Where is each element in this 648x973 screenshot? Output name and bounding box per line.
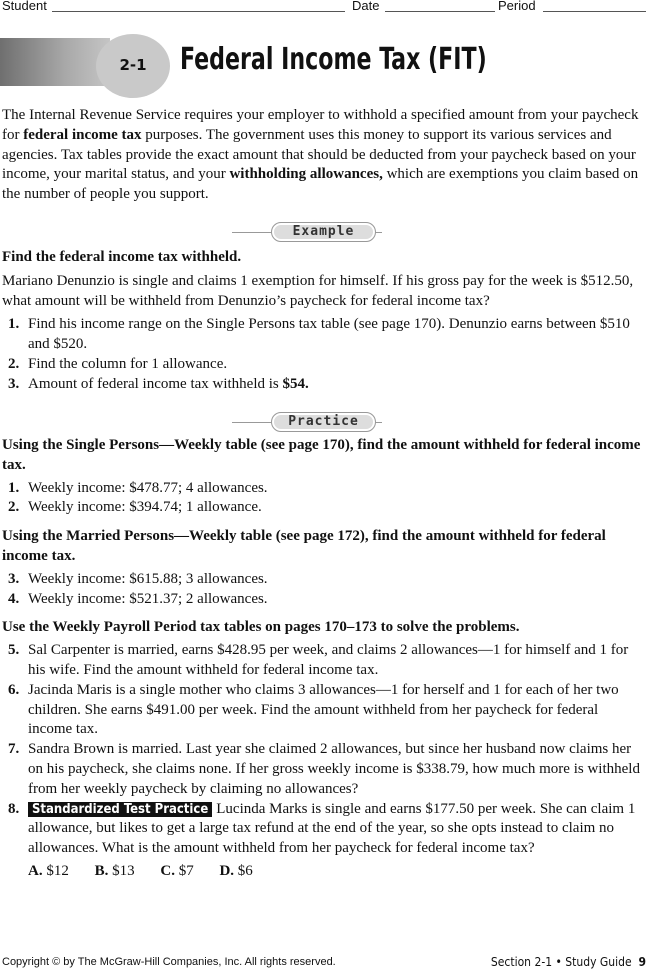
choice-c xyxy=(160,863,193,879)
choice-letter: D. xyxy=(219,862,235,879)
step-number: 2. xyxy=(8,355,20,372)
example-label: Example xyxy=(271,222,376,242)
choice-letter: B. xyxy=(94,862,109,879)
step-text: Find the column for 1 allowance. xyxy=(28,355,228,372)
example-step xyxy=(2,375,646,395)
item-text: Jacinda Maris is a single mother who claims 3 allowances—1 for herself and 1 for each of her two children. She earns $491.00 per week. Find the amount withheld from her paycheck for federal income tax. xyxy=(28,681,619,738)
item-number: 2. xyxy=(8,499,20,516)
practice-item xyxy=(2,498,646,518)
practice-item xyxy=(2,641,646,681)
example-problem: Mariano Denunzio is single and claims 1 exemption for himself. If his gross pay for the week is $512.50, what amount will be withheld from Denunzio’s paycheck for federal income tax? xyxy=(2,272,634,309)
intro-text: The Internal Revenue Service requires your employer to withhold a specified amount from your paycheck for xyxy=(2,107,639,143)
practice-item xyxy=(2,570,646,590)
lesson-number-badge: 2-1 xyxy=(96,34,170,98)
header-banner-image xyxy=(0,38,110,86)
item-text: Weekly income: $478.77; 4 allowances. xyxy=(28,479,268,496)
example-step xyxy=(2,315,646,355)
step-text: Amount of federal income tax withheld is xyxy=(28,375,283,392)
step-text: Find his income range on the Single Persons tax table (see page 170). Denunzio earns between $510 and $520. xyxy=(28,316,630,353)
practice-item xyxy=(2,800,646,859)
page-title: Federal Income Tax (FIT) xyxy=(180,42,487,77)
practice-item xyxy=(2,479,646,499)
example-section xyxy=(2,248,646,395)
student-label: Student xyxy=(2,0,47,13)
item-text: Sal Carpenter is married, earns $428.95 per week, and claims 2 allowances—1 for himself and 1 for his wife. Find the amount withheld for federal income tax. xyxy=(28,642,629,678)
page-number: 9 xyxy=(638,955,646,969)
item-text: Weekly income: $521.37; 2 allowances. xyxy=(28,590,268,607)
item-text: Lucinda Marks is single and earns $177.50 per week. She can claim 1 allowance, but likes to get a large tax refund at the end of the year, so she opts instead to claim no allowances. What is the amount withheld from her paycheck for federal income tax? xyxy=(28,800,636,857)
item-number: 7. xyxy=(8,741,20,758)
choice-d xyxy=(219,863,252,879)
practice-item xyxy=(2,590,646,610)
choice-value: $12 xyxy=(46,862,69,879)
practice-heading: Using the Married Persons—Weekly table (see page 172), find the amount withheld for federal income tax. xyxy=(2,528,606,564)
step-number: 1. xyxy=(8,316,20,333)
section-label: Section 2-1 • Study Guide xyxy=(490,955,632,969)
date-field[interactable] xyxy=(385,11,495,12)
practice-item xyxy=(2,740,646,799)
item-number: 4. xyxy=(8,590,20,607)
item-number: 6. xyxy=(8,681,20,698)
choice-letter: C. xyxy=(160,862,175,879)
item-text: Sandra Brown is married. Last year she claimed 2 allowances, but since her husband now claims her on his paycheck, she claims none. If her gross weekly income is $338.79, how much more is withheld from her weekly paycheck by claiming no allowances? xyxy=(28,741,640,797)
date-label: Date xyxy=(352,0,380,13)
student-field[interactable] xyxy=(52,11,345,12)
copyright: Copyright © by The McGraw-Hill Companies, Inc. All rights reserved. xyxy=(2,956,336,968)
item-text: Weekly income: $615.88; 3 allowances. xyxy=(28,570,268,587)
item-number: 3. xyxy=(8,570,20,587)
standardized-test-practice-tag: Standardized Test Practice xyxy=(28,802,212,817)
choice-value: $13 xyxy=(112,862,135,879)
step-answer: $54. xyxy=(282,375,309,392)
item-number: 1. xyxy=(8,479,20,496)
practice-label: Practice xyxy=(271,412,376,432)
choice-value: $7 xyxy=(178,862,194,879)
item-text: Weekly income: $394.74; 1 allowance. xyxy=(28,499,262,516)
intro-paragraph xyxy=(2,106,646,205)
practice-item xyxy=(2,681,646,740)
term-withholding-allowances: withholding allowances, xyxy=(229,166,383,183)
choice-letter: A. xyxy=(28,862,43,879)
period-label: Period xyxy=(498,0,536,13)
practice-heading: Use the Weekly Payroll Period tax tables on pages 170–173 to solve the problems. xyxy=(2,619,520,636)
intro-text: which are exemptions you claim based on the number of people you support. xyxy=(2,166,639,203)
intro-text: purposes. The government uses this money to support its various services and agencies. Tax tables provide the exact amount that should be deducted from your paycheck based on your income, your marital status, and your xyxy=(2,126,636,183)
example-step xyxy=(2,355,646,375)
term-federal-income-tax: federal income tax xyxy=(23,126,142,143)
answer-choices xyxy=(2,862,646,882)
example-heading: Find the federal income tax withheld. xyxy=(2,249,242,265)
practice-section xyxy=(2,436,646,882)
item-number: 8. xyxy=(8,800,20,817)
choice-value: $6 xyxy=(237,862,253,879)
period-field[interactable] xyxy=(543,11,646,12)
step-number: 3. xyxy=(8,375,20,392)
item-number: 5. xyxy=(8,642,20,659)
choice-a xyxy=(28,863,69,879)
practice-heading: Using the Single Persons—Weekly table (see page 170), find the amount withheld for federal income tax. xyxy=(2,437,641,473)
choice-b xyxy=(95,863,135,879)
